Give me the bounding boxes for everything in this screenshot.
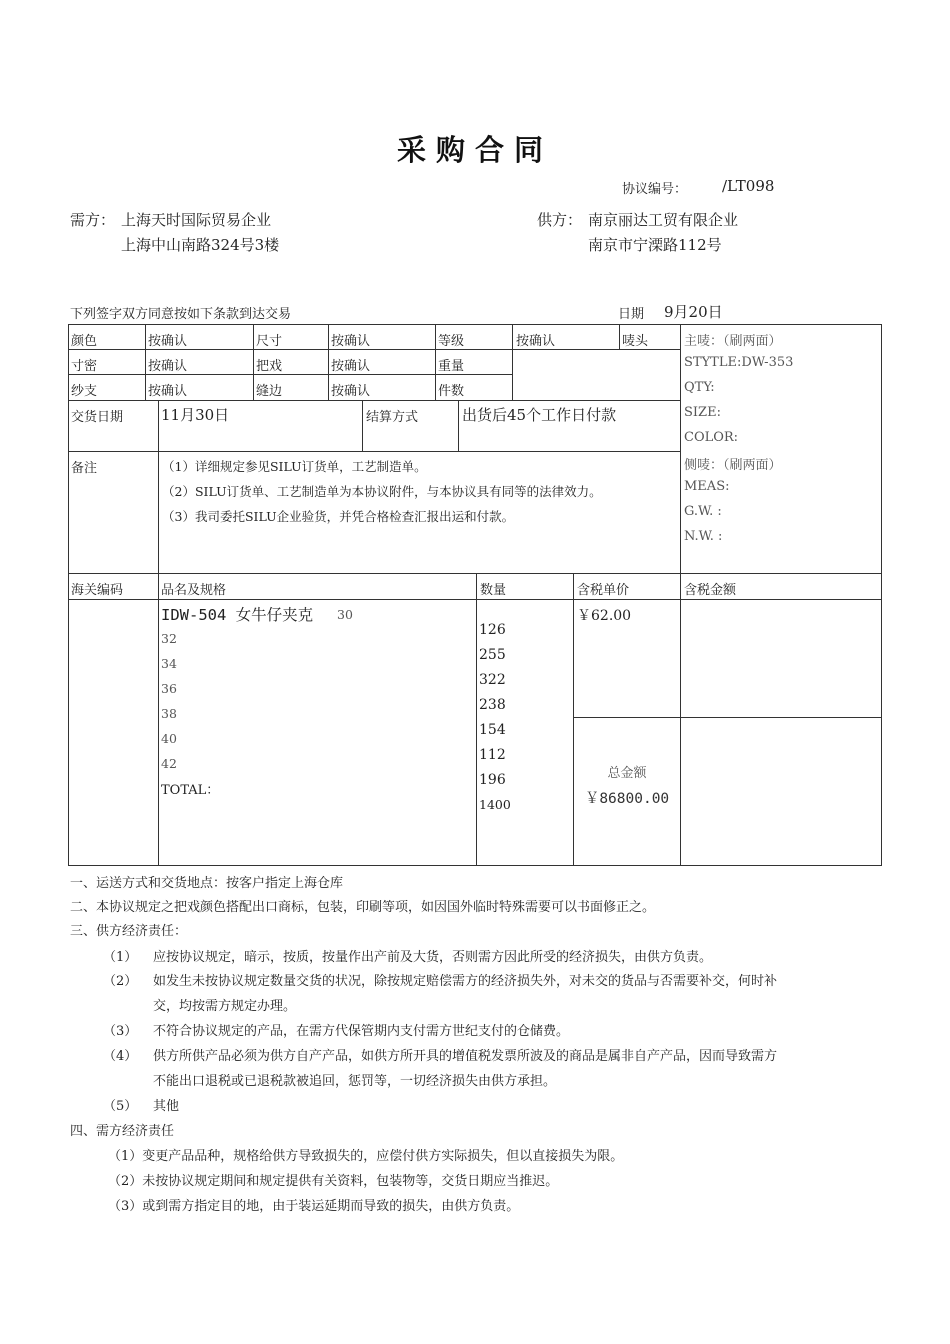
color-label: 颜色 [71, 334, 98, 349]
mark-label: 唛头 [622, 334, 649, 349]
term-4-item: （3）或到需方指定目的地，由于装运延期而导致的损失，由供方负责。 [108, 1199, 520, 1214]
shipping-mark-line: N.W. : [684, 529, 723, 544]
shipping-mark-line: QTY: [684, 380, 715, 395]
product-name: IDW-504 女牛仔夹克 [161, 606, 314, 624]
total-amount-label: 总金额 [607, 766, 647, 781]
header-hs-code: 海关编码 [71, 583, 124, 598]
buyer-address: 上海中山南路324号3楼 [121, 236, 280, 254]
size-38: 38 [161, 706, 177, 721]
term-3-item-text: 如发生未按协议规定数量交货的状况，除按规定赔偿需方的经济损失外，对未交的货品与否需要补交，何时补 [153, 974, 778, 989]
seller-label: 供方： [537, 211, 583, 229]
size-34: 34 [161, 656, 177, 671]
size-label: 尺寸 [256, 334, 283, 349]
term-4-item: （1）变更产品品种，规格给供方导致损失的，应偿付供方实际损失，但以直接损失为限。 [108, 1149, 624, 1164]
buyer-name: 上海天时国际贸易企业 [121, 211, 272, 229]
shipping-mark-line: COLOR: [684, 430, 739, 445]
total-quantity: 1400 [479, 797, 511, 812]
term-3-item-number: （1） [103, 950, 138, 965]
grade-label: 等级 [438, 334, 465, 349]
size-32: 32 [161, 631, 177, 646]
shipping-mark-line: STYTLE:DW-353 [684, 355, 794, 370]
yarn-value: 按确认 [148, 384, 188, 399]
quantity-cell: 322 [479, 672, 506, 688]
pieces-label: 件数 [438, 384, 465, 399]
term-3-item-number: （2） [103, 974, 138, 989]
date-value: 9月20日 [664, 303, 723, 321]
shipping-mark-line: SIZE: [684, 405, 721, 420]
term-3-item-text: 供方所供产品必须为供方自产产品，如供方所开具的增值税发票所波及的商品是属非自产产品，因而导致需方 [153, 1049, 778, 1064]
unit-price: ￥62.00 [577, 608, 632, 624]
header-amount: 含税金额 [684, 583, 737, 598]
density-value: 按确认 [148, 359, 188, 374]
term-3-heading: 三、供方经济责任： [70, 924, 188, 939]
term-3-item-text: 应按协议规定，暗示，按质，按量作出产前及大货，否则需方因此所受的经济损失，由供方负责。 [153, 950, 713, 965]
size-40: 40 [161, 731, 177, 746]
agreement-number: /LT098 [722, 177, 775, 195]
delivery-label: 交货日期 [71, 410, 124, 425]
color-value: 按确认 [148, 334, 188, 349]
grade-value: 按确认 [516, 334, 556, 349]
document-title: 采购合同 [396, 133, 553, 167]
quantity-cell: 255 [479, 647, 506, 663]
quantity-cell: 154 [479, 722, 506, 738]
quantity-cell: 238 [479, 697, 506, 713]
term-3-item-number: （5） [103, 1099, 138, 1114]
remark-item: （2）SILU订货单、工艺制造单为本协议附件，与本协议具有同等的法律效力。 [162, 484, 602, 499]
shipping-mark-line: 主唛：（刷两面） [684, 334, 782, 349]
shipping-mark-line: 侧唛：（刷两面） [684, 458, 782, 473]
quantity-cell: 126 [479, 622, 506, 638]
quantity-cell: 112 [479, 747, 506, 763]
header-unit-price: 含税单价 [577, 583, 630, 598]
term-4-item: （2）未按协议规定期间和规定提供有关资料，包装物等，交货日期应当推迟。 [108, 1174, 559, 1189]
term-3-item-number: （3） [103, 1024, 138, 1039]
term-1: 一、运送方式和交货地点：按客户指定上海仓库 [70, 876, 344, 891]
remark-item: （1）详细规定参见SILU订货单，工艺制造单。 [162, 459, 427, 474]
seller-name: 南京丽达工贸有限企业 [588, 211, 739, 229]
hand-label: 把戏 [256, 359, 283, 374]
seller-address: 南京市宁溧路112号 [588, 236, 722, 254]
density-label: 寸密 [71, 359, 98, 374]
agreement-number-label: 协议编号： [622, 182, 688, 197]
intro-text: 下列签字双方同意按如下条款到达交易 [70, 307, 292, 322]
weight-label: 重量 [438, 359, 465, 374]
date-label: 日期 [618, 307, 645, 322]
term-3-item-text: 不符合协议规定的产品，在需方代保管期内支付需方世纪支付的仓储费。 [153, 1024, 570, 1039]
seam-value: 按确认 [331, 384, 371, 399]
buyer-label: 需方： [70, 211, 116, 229]
quantity-cell: 196 [479, 772, 506, 788]
size-36: 36 [161, 681, 177, 696]
term-3-item-number: （4） [103, 1049, 138, 1064]
remarks-label: 备注 [71, 461, 98, 476]
term-3-item-continuation: 交，均按需方规定办理。 [153, 999, 297, 1014]
delivery-value: 11月30日 [161, 406, 230, 424]
shipping-mark-line: MEAS: [684, 479, 730, 494]
total-amount: ￥86800.00 [584, 791, 670, 807]
payment-label: 结算方式 [366, 410, 419, 425]
term-2: 二、本协议规定之把戏颜色搭配出口商标，包装，印刷等项，如因国外临时特殊需要可以书面修正之。 [70, 900, 656, 915]
remark-item: （3）我司委托SILU企业验货，并凭合格检查汇报出运和付款。 [162, 509, 515, 524]
hand-value: 按确认 [331, 359, 371, 374]
size-42: 42 [161, 756, 177, 771]
shipping-mark-line: G.W. : [684, 504, 722, 519]
total-label: TOTAL： [161, 783, 220, 798]
size-value: 按确认 [331, 334, 371, 349]
header-quantity: 数量 [480, 583, 507, 598]
term-4-heading: 四、需方经济责任 [70, 1124, 175, 1139]
term-3-item-text: 其他 [153, 1099, 180, 1114]
term-3-item-continuation: 不能出口退税或已退税款被追回，惩罚等，一切经济损失由供方承担。 [153, 1074, 557, 1089]
yarn-label: 纱支 [71, 384, 98, 399]
size-30: 30 [337, 607, 353, 622]
seam-label: 缝边 [256, 384, 283, 399]
header-name-spec: 品名及规格 [161, 583, 227, 598]
payment-value: 出货后45个工作日付款 [462, 406, 617, 424]
